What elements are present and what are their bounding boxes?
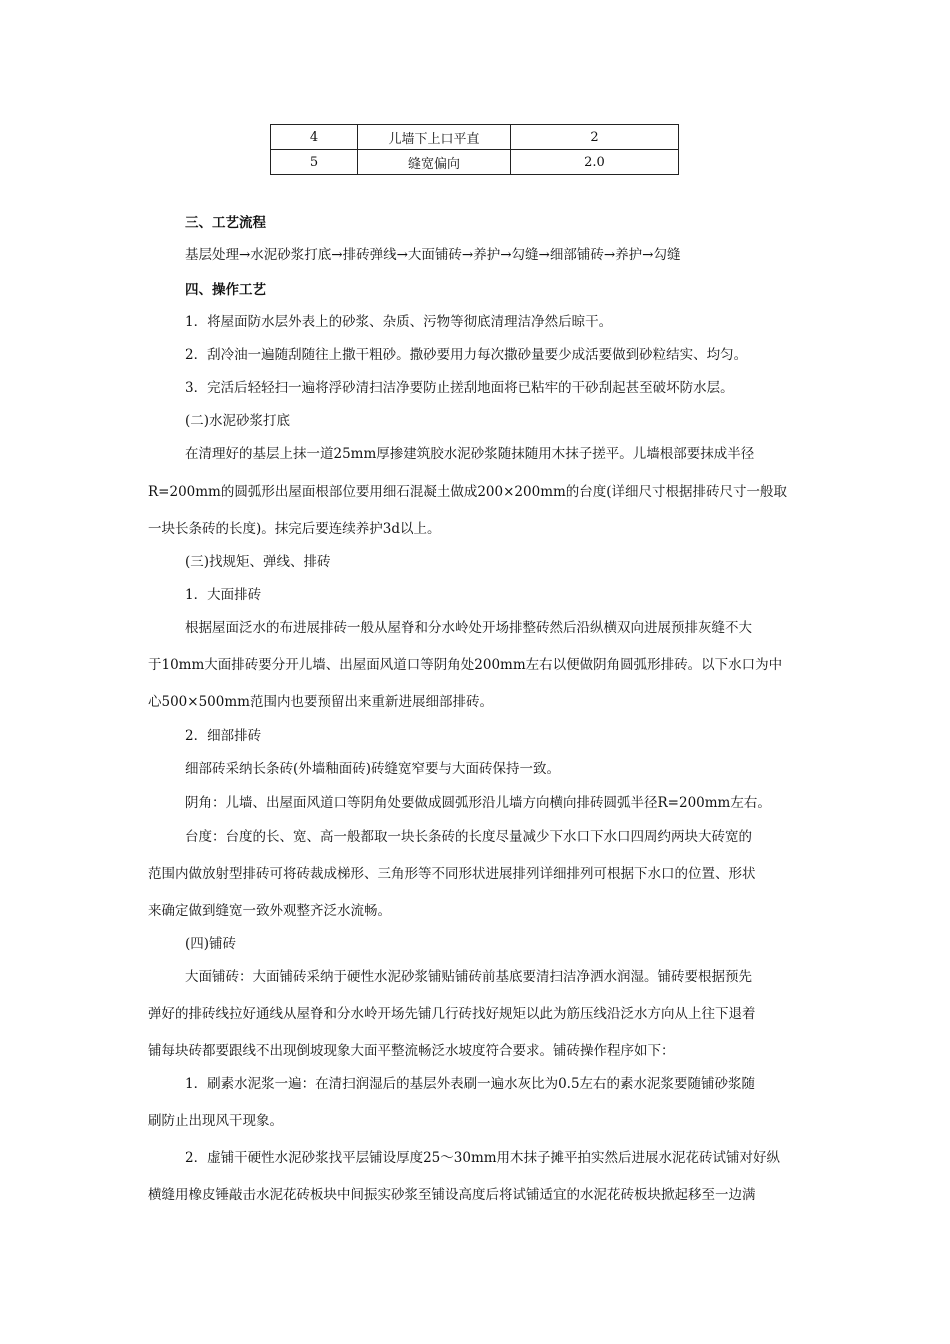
paragraph-line: 阴角：儿墙、出屋面风道口等阴角处要做成圆弧形沿儿墙方向横向排砖圆弧半径R=200mm左右。	[185, 795, 771, 811]
paragraph-line: 3．完活后轻轻扫一遍将浮砂清扫洁净要防止搓刮地面将已粘牢的干砂刮起甚至破坏防水层。	[185, 380, 734, 396]
table-cell-number: 5	[271, 150, 358, 175]
paragraph-line: 心500×500mm范围内也要预留出来重新进展细部排砖。	[148, 694, 493, 710]
paragraph-line: 于10mm大面排砖要分开儿墙、出屋面风道口等阴角处200mm左右以便做阴角圆弧形排砖。以下水口为中	[148, 657, 783, 673]
paragraph-line: 横缝用橡皮锤敲击水泥花砖板块中间振实砂浆至铺设高度后将试铺适宜的水泥花砖板块掀起移至一边满	[148, 1187, 756, 1203]
paragraph-line: 根据屋面泛水的布进展排砖一般从屋脊和分水岭处开场排整砖然后沿纵横双向进展预排灰缝不大	[185, 620, 752, 636]
paragraph-line: 细部砖采纳长条砖(外墙釉面砖)砖缝宽窄要与大面砖保持一致。	[185, 761, 561, 777]
paragraph-line: R=200mm的圆弧形出屋面根部位要用细石混凝土做成200×200mm的台度(详细尺寸根据排砖尺寸一般取	[148, 484, 788, 500]
paragraph-line: 1．将屋面防水层外表上的砂浆、杂质、污物等彻底清理洁净然后晾干。	[185, 314, 613, 330]
section-heading: 四、操作工艺	[185, 282, 266, 298]
paragraph-line: 弹好的排砖线拉好通线从屋脊和分水岭开场先铺几行砖找好规矩以此为筋压线沿泛水方向从上往下退着	[148, 1006, 756, 1022]
table-cell-value: 2.0	[511, 150, 679, 175]
tolerance-table	[270, 124, 679, 175]
paragraph-line: 2．细部排砖	[185, 728, 262, 744]
table-cell-item: 儿墙下上口平直	[358, 125, 511, 150]
table-row	[271, 125, 679, 150]
paragraph-line: 来确定做到缝宽一致外观整齐泛水流畅。	[148, 903, 391, 919]
paragraph-line: (二)水泥砂浆打底	[185, 413, 291, 429]
paragraph-line: (四)铺砖	[185, 936, 237, 952]
paragraph-line: 2．虚铺干硬性水泥砂浆找平层铺设厚度25～30mm用木抹子摊平拍实然后进展水泥花砖试铺对好纵	[185, 1150, 781, 1166]
paragraph-line: (三)找规矩、弹线、排砖	[185, 554, 331, 570]
paragraph-line: 1．大面排砖	[185, 587, 262, 603]
table-cell-number: 4	[271, 125, 358, 150]
paragraph-line: 刷防止出现风干现象。	[148, 1113, 283, 1129]
table-cell-value: 2	[511, 125, 679, 150]
paragraph-line: 在清理好的基层上抹一道25mm厚掺建筑胶水泥砂浆随抹随用木抹子搓平。儿墙根部要抹成半径	[185, 446, 755, 462]
paragraph-line: 1．刷素水泥浆一遍：在清扫润湿后的基层外表刷一遍水灰比为0.5左右的素水泥浆要随铺砂浆随	[185, 1076, 756, 1092]
table-row	[271, 150, 679, 175]
paragraph-line: 一块长条砖的长度)。抹完后要连续养护3d以上。	[148, 521, 441, 537]
paragraph-line: 大面铺砖：大面铺砖采纳于硬性水泥砂浆铺贴铺砖前基底要清扫洁净洒水润湿。铺砖要根据预先	[185, 969, 752, 985]
paragraph-line: 铺每块砖都要跟线不出现倒坡现象大面平整流畅泛水坡度符合要求。铺砖操作程序如下：	[148, 1043, 675, 1059]
paragraph-line: 范围内做放射型排砖可将砖裁成梯形、三角形等不同形状进展排列详细排列可根据下水口的位置、形状	[148, 866, 756, 882]
paragraph-line: 2．刮冷油一遍随刮随往上撒干粗砂。撒砂要用力每次撒砂量要少成活要做到砂粒结实、均匀。	[185, 347, 748, 363]
table-cell-item: 缝宽偏向	[358, 150, 511, 175]
paragraph-line: 台度：台度的长、宽、高一般都取一块长条砖的长度尽量减少下水口下水口四周约两块大砖宽的	[185, 829, 752, 845]
paragraph-line: 基层处理→水泥砂浆打底→排砖弹线→大面铺砖→养护→勾缝→细部铺砖→养护→勾缝	[185, 247, 681, 263]
section-heading: 三、工艺流程	[185, 215, 266, 231]
